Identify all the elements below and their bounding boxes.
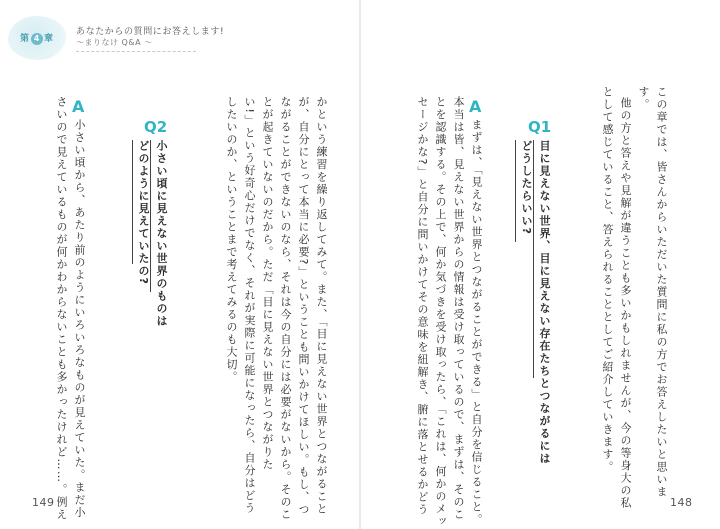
a1-cont-line-5: い!」という好奇心だけでなく、それが実際に可能になったら、自分はどう xyxy=(243,96,256,515)
q1-line-2: どうしたらいい? xyxy=(520,140,533,236)
a1-cont-line-2: が、自分にとって本当に必要?」ということも問いかけてほしい。もし、つ xyxy=(297,96,310,516)
a1-label: A xyxy=(469,97,482,116)
chapter-title: あなたからの質問にお答えします! xyxy=(76,27,225,37)
q2-line-2: どのように見えていたの? xyxy=(137,140,150,286)
a1-cont-line-1: かという練習を繰り返してみて。また、「目に見えない世界とつながること xyxy=(315,96,328,516)
a2-line-1: 小さい頃から、あたり前のようにいろいろなものが見えていた。まだ小 xyxy=(73,119,86,519)
intro-line-1: この章では、皆さんからいただいた質問に私の方でお答えしたいと思いま xyxy=(655,86,668,499)
a2-label: A xyxy=(72,97,85,116)
chapter-subtitle: 〜まりなけ Q&A 〜 xyxy=(76,38,153,47)
intro-line-2: す。 xyxy=(637,86,650,111)
a1-line-2: 本当は皆、見えない世界からの情報は受け取っているので、まずは、そのこ xyxy=(452,96,465,521)
a1-cont-line-4: とが起きていないのだから。ただ「目に見えない世界とつながりた xyxy=(261,96,274,471)
page-gutter xyxy=(359,0,361,529)
q2-label: Q2 xyxy=(144,118,168,136)
a1-line-1: まずは、「見えない世界とつながることができる」と自分を信じること。 xyxy=(470,119,483,526)
q1-label: Q1 xyxy=(528,118,552,136)
intro-line-3: 他の方と答えや見解が違うことも多いかもしれませんが、今の等身大の私 xyxy=(619,97,632,510)
q1-line-1: 目に見えない世界、目に見えない存在たちとつながるには xyxy=(538,140,551,465)
a1-line-3: とを認識する。その上で、何か気づきを受け取ったら、「これは、何かのメッ xyxy=(434,96,447,528)
chapter-badge xyxy=(8,16,68,62)
page-number-right: 148 xyxy=(670,496,693,509)
q2-underline-2 xyxy=(132,140,133,264)
chapter-label xyxy=(20,31,54,45)
chapter-number: 4 xyxy=(31,33,43,45)
a1-cont-line-3: ながることができないのなら、それは今の自分には必要がないから。そのこ xyxy=(279,96,292,521)
intro-line-4: として感じていること、答えられることとしてご紹介していきます。 xyxy=(601,86,614,474)
q2-line-1: 小さい頃に見えない世界のものは xyxy=(155,140,168,328)
q1-underline-2 xyxy=(515,140,516,242)
chapter-suffix: 章 xyxy=(44,34,55,44)
a2-line-2: さいので見えているものが何かわからないことも多かったけれど……。例え xyxy=(55,96,68,521)
a1-cont-line-6: したいのか、ということまで考えてみるのも大切。 xyxy=(225,96,238,384)
chapter-prefix: 第 xyxy=(20,34,31,44)
header-divider xyxy=(76,51,196,52)
a1-line-4: セージかな?」と自分に問いかけてその意味を紐解き、腑に落とせるかどう xyxy=(416,96,429,516)
page-number-left: 149 xyxy=(32,496,55,509)
